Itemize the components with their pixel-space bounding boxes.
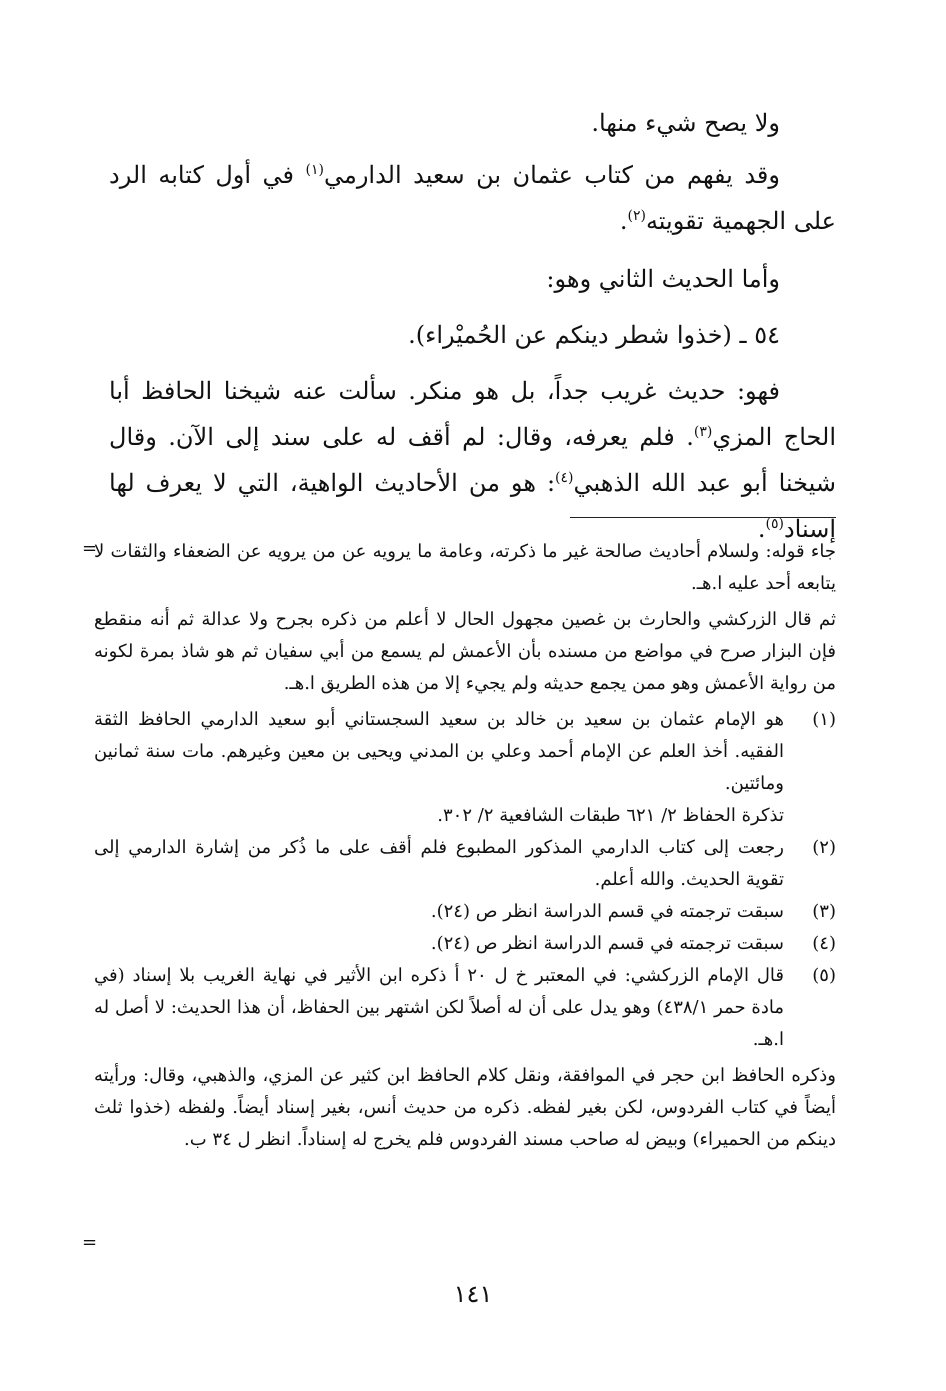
- paragraph-4-text-a: فهو: حديث غريب جداً، بل هو منكر. سألت عنه شيخنا الحافظ أبا الحاج المزي: [109, 377, 837, 451]
- paragraph-4: [109, 368, 836, 552]
- paragraph-4-text-b: . فلم يعرفه، وقال: لم أقف له على سند إلى الآن. وقال شيخنا أبو عبد الله الذهبي: [109, 423, 836, 497]
- footnote-ref-5[interactable]: (٥): [765, 516, 784, 532]
- footnote-continuation-1: جاء قوله: ولسلام أحاديث صالحة غير ما ذكرته، وعامة ما يرويه عن من يرويه عن الضعفاء والثقات لا يتابعه أحد عليه ا.هـ.: [94, 541, 836, 594]
- paragraph-4-text-d: .: [757, 515, 766, 543]
- footnote-4: [94, 928, 836, 960]
- paragraph-1-text: ولا يصح شيء منها.: [591, 109, 780, 137]
- footnote-4-number: (٤): [812, 933, 836, 954]
- footnote-1-text: هو الإمام عثمان بن سعيد بن خالد بن سعيد السجستاني أبو سعيد الدارمي الحافظ الثقة الفقيه. أخذ العلم عن الإمام أحمد وعلي بن المدني ويحيى بن معين وغيرهم. مات سنة ثمانين ومائتين.: [94, 709, 784, 794]
- paragraph-2-text-a: وقد يفهم من كتاب عثمان بن سعيد الدارمي: [323, 161, 780, 189]
- footnote-5-number: (٥): [812, 965, 836, 986]
- hadith-heading-text: ٥٤ ـ (خذوا شطر دينكم عن الحُميْراء).: [408, 321, 780, 349]
- paragraph-3: [109, 256, 836, 302]
- footnote-ref-1[interactable]: (١): [305, 162, 324, 178]
- footnote-5-continuation: وذكره الحافظ ابن حجر في الموافقة، ونقل كلام الحافظ ابن كثير عن المزي، والذهبي، وقال: ورأيته أيضاً في كتاب الفردوس، لكن بغير لفظه. ذكره من حديث أنس، بغير إسناد أيضاً. ولفظه (خذوا ثلث دينكم من الحميراء) وبيض له صاحب مسند الفردوس فلم يخرج له إسناداً. انظر ل ٣٤ ب.: [94, 1065, 836, 1150]
- footnote-ref-3[interactable]: (٣): [693, 424, 713, 440]
- footnote-3: [94, 896, 836, 928]
- footnote-1-source: تذكرة الحفاظ ٢/ ٦٢١ طبقات الشافعية ٢/ ٣٠٢.: [437, 805, 784, 826]
- footnote-2: [94, 832, 836, 896]
- footnote-divider: [570, 517, 836, 518]
- continuation-mark-top: =: [82, 538, 98, 559]
- footnote-4-text: سبقت ترجمته في قسم الدراسة انظر ص (٢٤).: [430, 933, 784, 954]
- page-number: ١٤١: [453, 1280, 493, 1308]
- footnote-5-text: قال الإمام الزركشي: في المعتبر خ ل ٢٠ أ ذكره ابن الأثير في نهاية الغريب بلا إسناد (في مادة حمر ٤٣٨/١) وهو يدل على أن له أصلاً لكن اشتهر بين الحفاظ، أن هذا الحديث: لا أصل له ا.هـ.: [94, 965, 784, 1050]
- paragraph-3-text: وأما الحديث الثاني وهو:: [546, 265, 780, 293]
- main-text: [109, 100, 836, 552]
- footnote-1-number: (١): [812, 709, 836, 730]
- paragraph-1: [109, 100, 836, 146]
- footnote-ref-2[interactable]: (٢): [627, 208, 646, 224]
- footnote-5: [94, 960, 836, 1056]
- footnote-continuation-2: ثم قال الزركشي والحارث بن غصين مجهول الحال لا أعلم من ذكره بجرح ولا عدالة ثم أنه منقطع فإن البزار صرح في مواضع من مسنده بأن الأعمش لم يسمع من أبي سفيان ثم هو شاذ بمرة لكونه من رواية الأعمش وهو ممن يجمع حديثه ولم يجيء إلا من هذه الطريق ا.هـ.: [94, 609, 836, 694]
- footnote-1: [94, 704, 836, 832]
- paragraph-4-text-c: : هو من الأحاديث الواهية، التي لا يعرف لها إسناد: [109, 469, 836, 543]
- paragraph-2: [109, 152, 836, 244]
- footnotes: [94, 536, 836, 1156]
- continuation-mark-bottom: =: [82, 1232, 98, 1253]
- paragraph-2-text-c: .: [619, 207, 628, 235]
- footnote-2-text: رجعت إلى كتاب الدارمي المذكور المطبوع فلم أقف على ما ذُكر من إشارة الدارمي إلى تقوية الحديث. والله أعلم.: [94, 837, 784, 890]
- footnote-ref-4[interactable]: (٤): [555, 470, 574, 486]
- hadith-heading: [109, 312, 836, 358]
- footnote-3-text: سبقت ترجمته في قسم الدراسة انظر ص (٢٤).: [430, 901, 784, 922]
- footnote-2-number: (٢): [812, 837, 836, 858]
- paragraph-2-text-b: في أول كتابه الرد على الجهمية تقويته: [109, 161, 836, 235]
- footnote-3-number: (٣): [812, 901, 836, 922]
